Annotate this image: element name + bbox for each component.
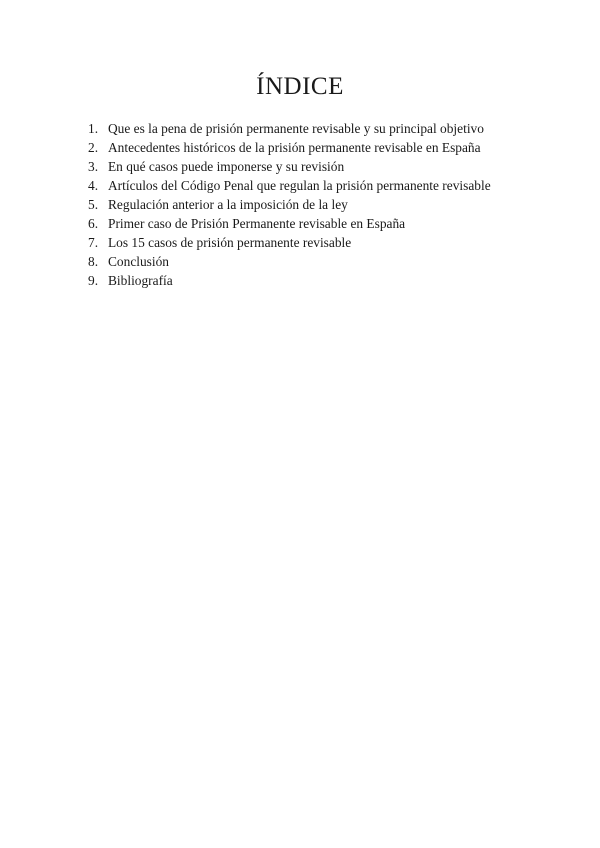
toc-item — [88, 214, 491, 233]
toc-item — [88, 176, 491, 195]
toc-item — [88, 233, 491, 252]
toc-item-text: Artículos del Código Penal que regulan la prisión permanente revisable — [108, 178, 491, 193]
toc-item-number: 1. — [88, 121, 99, 136]
toc-item — [88, 157, 491, 176]
toc-item-number: 4. — [88, 178, 99, 193]
toc-item-number: 6. — [88, 216, 99, 231]
toc-item-number: 7. — [88, 235, 99, 250]
toc-item-text: Bibliografía — [108, 273, 173, 288]
toc-item-text: Primer caso de Prisión Permanente revisable en España — [108, 216, 406, 231]
toc-item-number: 5. — [88, 197, 99, 212]
toc-item-number: 8. — [88, 254, 99, 269]
toc-item-text: Conclusión — [108, 254, 170, 269]
toc-item — [88, 138, 491, 157]
toc-item — [88, 271, 491, 290]
toc-item-number: 2. — [88, 140, 99, 155]
toc-item-number: 3. — [88, 159, 99, 174]
toc-item-text: Que es la pena de prisión permanente revisable y su principal objetivo — [108, 121, 484, 136]
toc-item-text: En qué casos puede imponerse y su revisión — [108, 159, 345, 174]
table-of-contents — [88, 119, 491, 290]
toc-item — [88, 195, 491, 214]
page-title: ÍNDICE — [256, 73, 344, 100]
toc-item-number: 9. — [88, 273, 99, 288]
toc-item — [88, 119, 491, 138]
toc-item-text: Los 15 casos de prisión permanente revisable — [108, 235, 352, 250]
toc-item-text: Regulación anterior a la imposición de la ley — [108, 197, 348, 212]
toc-item — [88, 252, 491, 271]
toc-item-text: Antecedentes históricos de la prisión permanente revisable en España — [108, 140, 481, 155]
